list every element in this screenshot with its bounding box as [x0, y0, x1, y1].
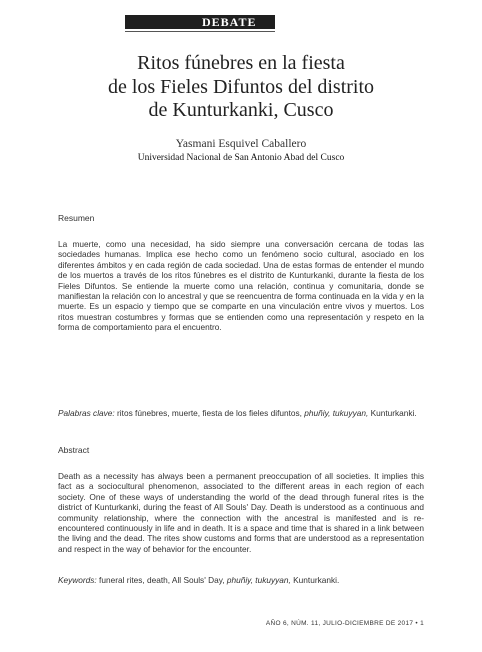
keywords-italic: phuñiy, tukuyyan, — [304, 408, 369, 418]
resumen-heading: Resumen — [58, 213, 95, 223]
abstract-heading: Abstract — [58, 445, 90, 455]
author-name: Yasmani Esquivel Caballero — [175, 138, 307, 150]
keywords-text: ritos fúnebres, muerte, fiesta de los fieles difuntos, — [117, 408, 302, 418]
page-footer: AÑO 6, NÚM. 11, JULIO-DICIEMBRE DE 2017 • 1 — [265, 620, 424, 627]
author-affiliation: Universidad Nacional de San Antonio Abad del Cusco — [137, 153, 345, 163]
keywords-italic: phuñiy, tukuyyan, — [226, 575, 291, 585]
section-rule — [125, 31, 275, 32]
title-line: de Kunturkanki, Cusco — [148, 99, 334, 121]
keywords-end: Kunturkanki. — [293, 575, 340, 585]
keywords-end: Kunturkanki. — [370, 408, 417, 418]
article-title — [70, 52, 412, 123]
keywords-text: funeral rites, death, All Souls' Day, — [99, 575, 225, 585]
section-label: DEBATE — [198, 15, 260, 29]
title-line: de los Fieles Difuntos del distrito — [107, 75, 375, 98]
keywords-label: Palabras clave: — [58, 408, 115, 418]
resumen-body: La muerte, como una necesidad, ha sido siempre una conversación cercana de todas las sociedades humanas. Implica ese hecho como un fenómeno socio cultural, asociado en los diferentes ámbitos y en cada región de cada sociedad. Una de estas formas de entender el mundo de los muertos a través de los ritos fúnebres es el distrito de Kunturkanki, durante la fiesta de los Fieles Difuntos. Se entiende la muerte como una relación, continua y comunitaria, donde se manifiestan la relación con lo ancestral y que se reencuentra de forma continuada en la vida y en la muerte. Es un espacio y tiempo que se comparte en una vinculación entre vivos y muertos. Los ritos muestran costumbres y formas que se entienden como una representación y respeto en la forma de comportamiento para el encuentro. — [58, 239, 424, 333]
abstract-keywords — [58, 575, 424, 585]
abstract-body: Death as a necessity has always been a permanent preoccupation of all societies. It implies this fact as a sociocultural phenomenon, associated to the different areas in each region of each society. One of these ways of understanding the world of the dead through funeral rites is the district of Kunturkanki, during the feast of All Souls' Day. Death is understood as a continuous and community relationship, where the connection with the ancestral is manifested and is re-encountered continuously in life and in death. It is a space and time that is shared in a link between the living and the dead. The rites show customs and forms that are understood as a representation and respect in the way of behavior for the encounter. — [58, 471, 424, 554]
resumen-keywords — [58, 408, 424, 418]
keywords-label: Keywords: — [58, 575, 97, 585]
title-line: Ritos fúnebres en la fiesta — [137, 52, 345, 74]
